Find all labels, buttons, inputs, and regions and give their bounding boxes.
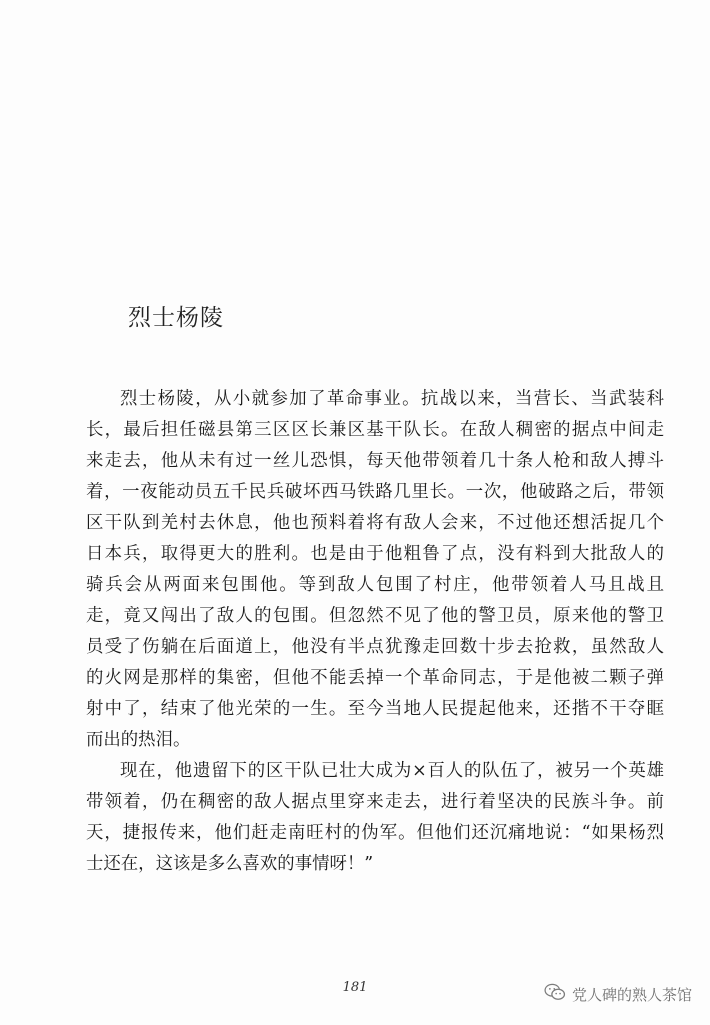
text-line: 射中了，结束了他光荣的一生。至今当地人民提起他来，还揩不干夺眶 <box>86 699 664 719</box>
text-line: 走，竟又闯出了敌人的包围。但忽然不见了他的警卫员，原来他的警卫 <box>86 606 664 626</box>
text-line: 长，最后担任磁县第三区区长兼区基干队长。在敌人稠密的据点中间走 <box>86 420 664 440</box>
text-line: 来走去，他从未有过一丝儿恐惧，每天他带领着几十条人枪和敌人搏斗 <box>86 451 664 471</box>
text-line: 着，一夜能动员五千民兵破坏西马铁路几里长。一次，他破路之后，带领 <box>86 482 664 502</box>
text-line: 士还在，这该是多么喜欢的事情呀！” <box>86 854 374 874</box>
text-line: 而出的热泪。 <box>86 730 191 750</box>
text-line: 骑兵会从两面来包围他。等到敌人包围了村庄，他带领着人马且战且 <box>86 575 664 595</box>
text-line: 员受了伤躺在后面道上，他没有半点犹豫走回数十步去抢救，虽然敌人 <box>86 637 664 657</box>
text-line: 的火网是那样的集密，但他不能丢掉一个革命同志，于是他被二颗子弹 <box>86 668 664 688</box>
text-line: 带领着，仍在稠密的敌人据点里穿来走去，进行着坚决的民族斗争。前 <box>86 792 664 812</box>
chapter-title: 烈士杨陵 <box>128 305 224 331</box>
text-line: 天，捷报传来，他们赶走南旺村的伪军。但他们还沉痛地说：“如果杨烈 <box>86 823 664 843</box>
watermark <box>544 983 692 1005</box>
text-line: 烈士杨陵，从小就参加了革命事业。抗战以来，当营长、当武装科 <box>120 389 664 409</box>
text-line: 日本兵，取得更大的胜利。也是由于他粗鲁了点，没有料到大批敌人的 <box>86 544 664 564</box>
wechat-icon <box>544 983 566 1005</box>
text-line: 区干队到羌村去休息，他也预料着将有敌人会来，不过他还想活捉几个 <box>86 513 664 533</box>
page-number: 181 <box>342 980 368 995</box>
text-line: 现在，他遗留下的区干队已壮大成为×百人的队伍了，被另一个英雄 <box>120 761 664 781</box>
watermark-text: 党人碑的熟人茶馆 <box>571 985 692 1004</box>
